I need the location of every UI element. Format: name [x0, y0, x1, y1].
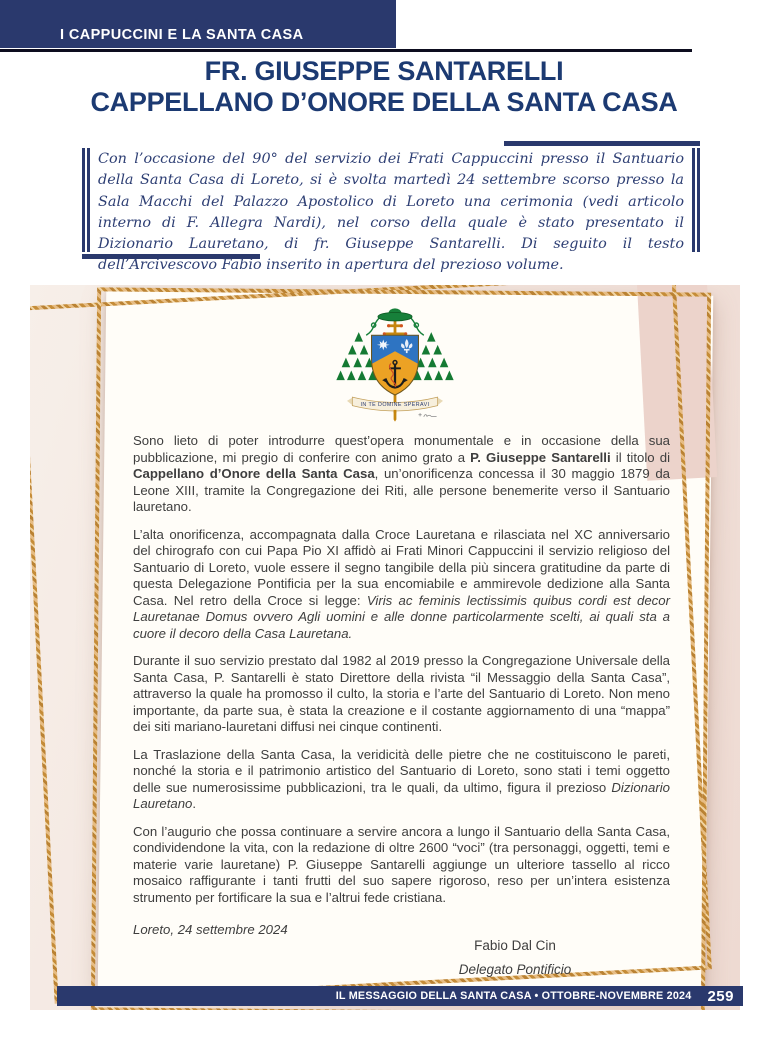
letter-dateline: Loreto, 24 settembre 2024: [133, 922, 288, 937]
letter-paragraph: Con l’augurio che possa continuare a servire ancora a lungo il Santuario della Santa Casa, condividendone la vita, con la redazione di oltre 2600 “voci” (tra personaggi, oggetti, temi e materie varie lauretane) P. Giuseppe Santarelli aggiunge un ulteriore tassello al ricco mosaico raffigurante i tanti frutti del suo sapere rigoroso, reso per un’intera esistenza strumento per fortificare la sua e l’altrui fede cristiana.: [133, 823, 670, 905]
intro-border-top: [504, 141, 700, 146]
shield-icon: [369, 333, 420, 400]
tassels-left-icon: [336, 332, 377, 380]
intro-border-left: [82, 148, 90, 252]
article-title-line1: FR. GIUSEPPE SANTARELLI: [204, 56, 564, 86]
section-kicker: I CAPPUCCINI E LA SANTA CASA: [60, 27, 304, 43]
signature-role: Delegato Pontificio: [458, 962, 572, 977]
signature-name: Fabio Dal Cin: [474, 938, 556, 953]
footer-bar: [57, 986, 743, 1006]
letter-section: [30, 285, 740, 1010]
letter-paragraph: Durante il suo servizio prestato dal 1982 al 2019 presso la Congregazione Universale della Santa Casa, P. Santarelli è stato Direttore della rivista “il Messaggio della Santa Casa”, attraverso la quale ha promosso il culto, la storia e l’arte del Santuario di Loreto. Non meno importante, da parte sua, è stata la creazione e il costante aggiornamento di una “mappa” dei siti mariano-lauretani diffusi nei cinque continenti.: [133, 653, 670, 734]
header-rule: [0, 49, 692, 52]
intro-block: [82, 141, 700, 274]
signature-block: [360, 938, 670, 977]
galero-icon: [378, 308, 412, 321]
article-title: [0, 56, 768, 118]
letter-paragraph: Sono lieto di poter introdurre quest’opera monumentale e in occasione della sua pubblicazione, mi pregio di conferire con animo grato a P. Giuseppe Santarelli il titolo di Cappellano d’Onore della Santa Casa, un’onorificenza concessa il 30 maggio 1879 da Leone XIII, tramite la Congregazione dei Riti, alle persone benemerite verso il Santuario lauretano.: [133, 433, 670, 514]
tassels-right-icon: [413, 332, 454, 380]
letter-paragraph: La Traslazione della Santa Casa, la veridicità delle pietre che ne costituiscono le pareti, nonché la storia e il patrimonio artistico del Santuario di Loreto, sono stati i temi oggetto delle sue numerosissime pubblicazioni, tra le quali, da ultimo, figura il prezioso Dizionario Lauretano.: [133, 746, 670, 811]
signature-mark-icon: [418, 413, 436, 417]
intro-border-right: [692, 148, 700, 252]
letter-body: [133, 433, 670, 950]
coat-of-arms: [330, 299, 460, 427]
intro-text: Con l’occasione del 90° del servizio dei Frati Cappuccini presso il Santuario della Santa Casa di Loreto, si è svolta martedì 24 settembre scorso presso la Sala Macchi del Palazzo Apostolico di Loreto una cerimonia (vedi articolo interno di F. Allegra Nardi), nel corso della quale è stato presentato il Dizionario Lauretano, di fr. Giuseppe Santarelli. Di seguito il testo dell’Arcivescovo Fabio inserito in apertura del prezioso volume.: [98, 151, 684, 274]
motto-text: IN TE DOMINE SPERAVI: [360, 402, 430, 409]
footer-page-number: 259: [707, 987, 734, 1005]
article-title-line2: CAPPELLANO D’ONORE DELLA SANTA CASA: [90, 87, 678, 117]
footer-journal-title: IL MESSAGGIO DELLA SANTA CASA • OTTOBRE-NOVEMBRE 2024: [335, 990, 692, 1002]
letter-paragraphs: [133, 433, 670, 906]
letter-paragraph: L’alta onorificenza, accompagnata dalla Croce Lauretana e rilasciata nel XC anniversario del chirografo con cui Papa Pio XI affidò ai Frati Minori Cappuccini il servizio religioso del Santuario di Loreto, vuole essere il segno tangibile della più sincera gratitudine da parte di questa Delegazione Pontificia per la sua encomiabile e ammirevole dedizione alla Santa Casa. Nel retro della Croce si legge: Viris ac feminis lectissimis quibus cordi est decor Lauretanae Domus ovvero Agli uomini e alle donne particolarmente scelti, ai quali sta a cuore il decoro della Casa Lauretana.: [133, 526, 670, 641]
section-kicker-bar: [0, 0, 396, 48]
